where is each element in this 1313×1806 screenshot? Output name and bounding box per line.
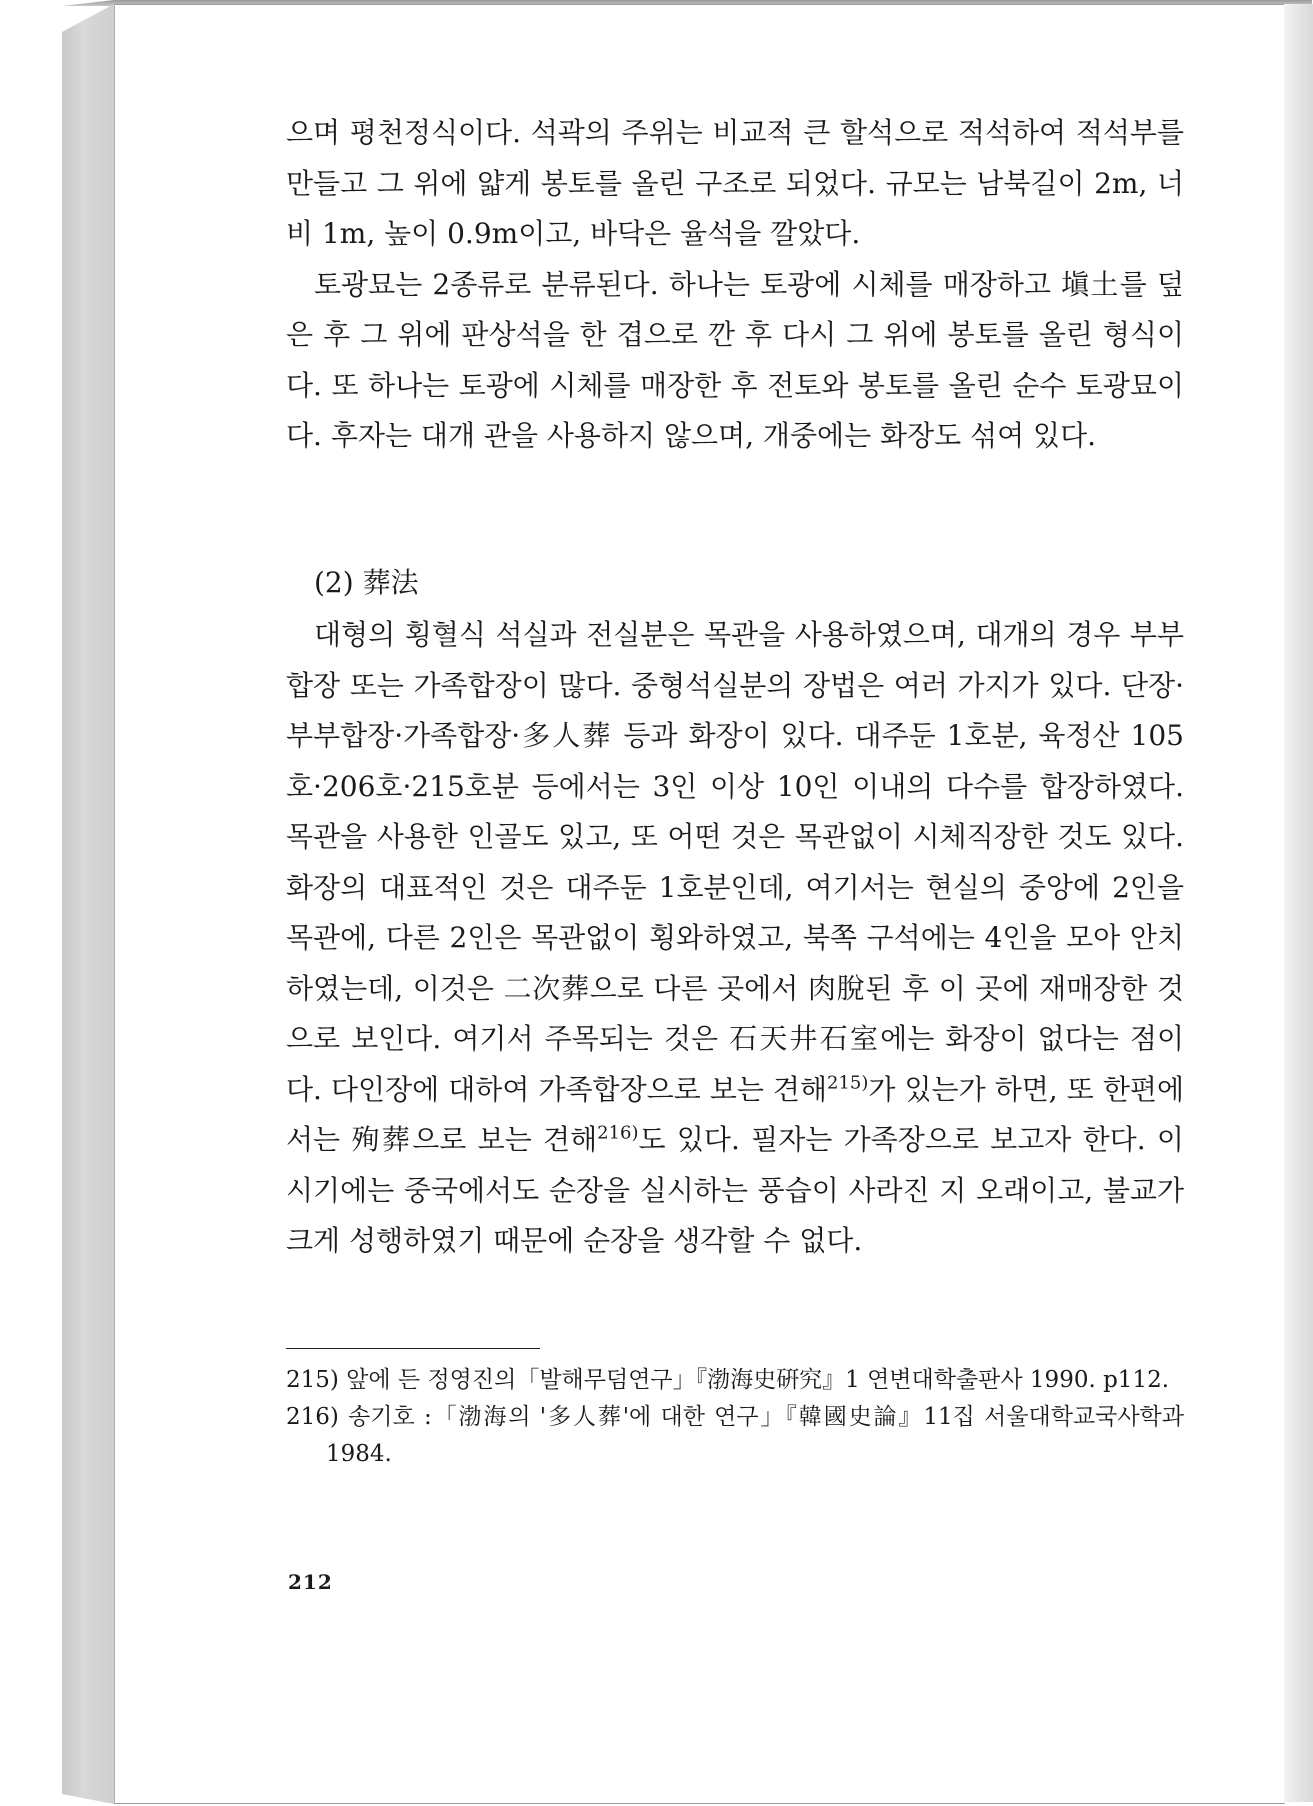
section-heading: (2) 葬法 — [314, 566, 419, 599]
page-edge-shadow — [1284, 4, 1313, 1802]
paragraph-3 — [286, 610, 1184, 1267]
footnote-216: 216) 송기호 :「渤海의 '多人葬'에 대한 연구」『韓國史論』11집 서울대학교국사학과 1984. — [286, 1404, 1184, 1467]
footnote-ref-216: 216) — [597, 1122, 639, 1144]
paragraph-3-part3: 도 있다. 필자는 가족장으로 보고자 한다. 이 시기에는 중국에서도 순장을 실시하는 풍습이 사라진 지 오래이고, 불교가 크게 성행하였기 때문에 순장을 생각할 수 없다. — [286, 1123, 1184, 1257]
footnote-divider — [286, 1348, 540, 1349]
footnotes — [286, 1362, 1184, 1473]
paragraph-3-part1: 대형의 횡혈식 석실과 전실분은 목관을 사용하였으며, 대개의 경우 부부합장 또는 가족합장이 많다. 중형석실분의 장법은 여러 가지가 있다. 단장·부부합장·가족합장·多人葬 등과 화장이 있다. 대주둔 1호분, 육정산 105호·206호·215호분 등에서는 3인 이상 10인 이내의 다수를 합장하였다. 목관을 사용한 인골도 있고, 또 어떤 것은 목관없이 시체직장한 것도 있다. 화장의 대표적인 것은 대주둔 1호분인데, 여기서는 현실의 중앙에 2인을 목관에, 다른 2인은 목관없이 횡와하였고, 북쪽 구석에는 4인을 모아 안치하였는데, 이것은 二次葬으로 다른 곳에서 肉脫된 후 이 곳에 재매장한 것으로 보인다. 여기서 주목되는 것은 石天井石室에는 화장이 없다는 점이다. 다인장에 대하여 가족합장으로 보는 견해 — [286, 618, 1184, 1106]
paragraph-2: 토광묘는 2종류로 분류된다. 하나는 토광에 시체를 매장하고 塡土를 덮은 후 그 위에 판상석을 한 겹으로 깐 후 다시 그 위에 봉토를 올린 형식이다. 또 하나는 토광에 시체를 매장한 후 전토와 봉토를 올린 순수 토광묘이다. 후자는 대개 관을 사용하지 않으며, 개중에는 화장도 섞여 있다. — [286, 267, 1184, 452]
body-text-top — [286, 108, 1184, 462]
paragraph-1: 으며 평천정식이다. 석곽의 주위는 비교적 큰 할석으로 적석하여 적석부를 만들고 그 위에 얇게 봉토를 올린 구조로 되었다. 규모는 남북길이 2m, 너비 1m, 높이 0.9m이고, 바닥은 율석을 깔았다. — [286, 116, 1184, 250]
footnote-ref-215: 215) — [827, 1072, 869, 1094]
page-number: 212 — [288, 1570, 333, 1594]
book-spine — [62, 4, 114, 1804]
body-text-main — [286, 610, 1184, 1267]
footnote-215: 215) 앞에 든 정영진의「발해무덤연구」『渤海史硏究』1 연변대학출판사 1990. p112. — [286, 1367, 1170, 1393]
paragraph-3-part2: 가 있는가 하면, 또 한편에서는 殉葬으로 보는 견해 — [286, 1072, 1184, 1156]
